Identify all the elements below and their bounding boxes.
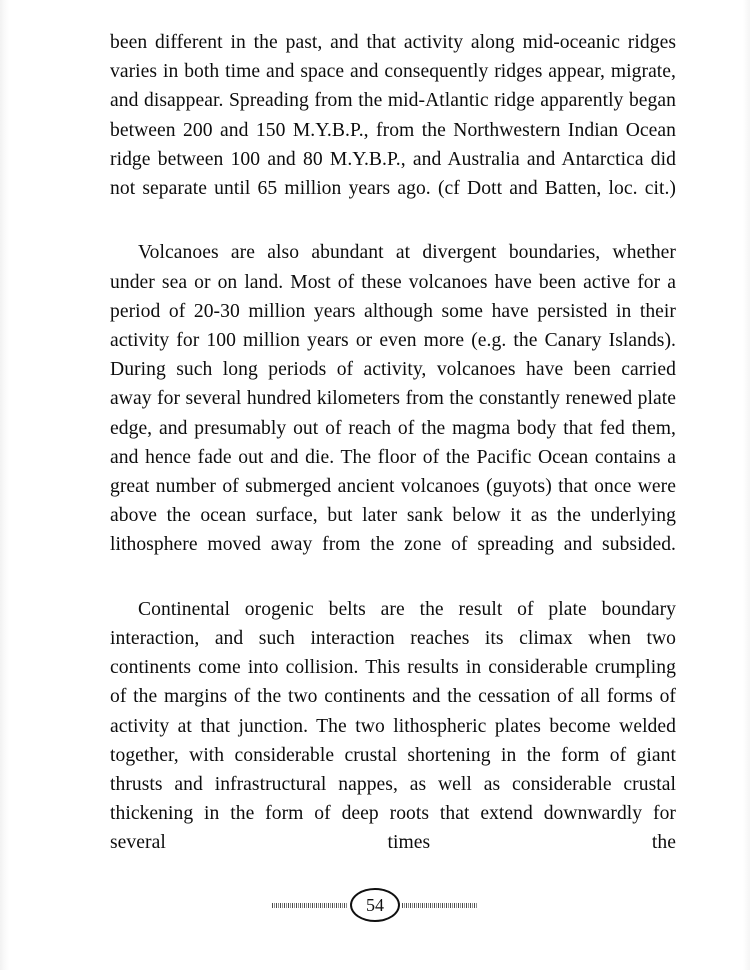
body-text-column — [110, 28, 676, 887]
paragraph-orogenic-belts: Continental orogenic belts are the result of plate boundary interaction, and such interaction reaches its climax when two continents come into collision. This results in considerable crumpling of the margins of the two continents and the cessation of all forms of activity at that junction. The two lithospheric plates become welded together, with considerable crustal shortening in the form of giant thrusts and infrastructural nappes, as well as considerable crustal thickening in the form of deep roots that extend downwardly for several times the — [110, 598, 676, 854]
page-footer — [0, 888, 750, 922]
paragraph-spreading-history: been different in the past, and that activity along mid-oceanic ridges varies in both time and space and consequently ridges appear, migrate, and disappear. Spreading from the mid-Atlantic ridge apparently began between 200 and 150 M.Y.B.P., from the Northwestern Indian Ocean ridge between 100 and 80 M.Y.B.P., and Australia and Antarctica did not separate until 65 million years ago. (cf Dott and Batten, loc. cit.) — [110, 32, 676, 200]
footer-ornament-left-icon — [272, 903, 348, 908]
page-number-badge — [350, 888, 400, 922]
footer-ornament-right-icon — [402, 903, 478, 908]
paragraph-volcanoes: Volcanoes are also abundant at divergent boundaries, whether under sea or on land. Most of these volcanoes have been active for a period of 20-30 million years although some have persisted in their activity for 100 million years or even more (e.g. the Canary Islands). During such long periods of activity, volcanoes have been carried away for several hundred kilometers from the constantly renewed plate edge, and presumably out of reach of the magma body that fed them, and hence fade out and die. The floor of the Pacific Ocean contains a great number of submerged ancient volcanoes (guyots) that once were above the ocean surface, but later sank below it as the underlying lithosphere moved away from the zone of spreading and subsided. — [110, 242, 676, 556]
page-number-label: 54 — [366, 894, 384, 915]
